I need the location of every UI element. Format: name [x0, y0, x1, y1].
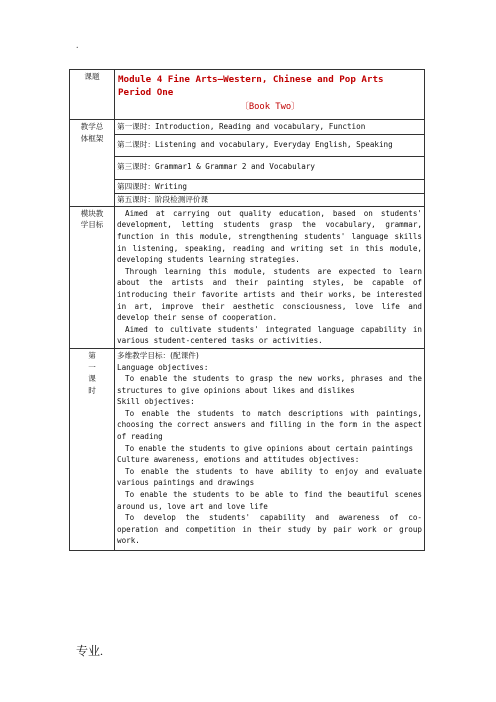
framework-row-2 [70, 134, 425, 157]
objective-line: To enable the students to match descriptions with paintings, choosing the correct answers and filling in the form in the aspect of reading [117, 408, 422, 442]
framework-row-3 [70, 157, 425, 180]
goal-paragraph-3: Aimed to cultivate students' integrated language capability in various student-centered tasks or activities. [117, 324, 422, 346]
period-one-heading: 多维教学目标：(配课件) [117, 350, 199, 360]
module-goals-label-text: 模块教学目标 [80, 208, 104, 230]
objective-line: Culture awareness, emotions and attitudes objectives: [117, 455, 360, 465]
topic-cell [115, 70, 425, 120]
lesson-3: 第三课时：Grammar1 & Grammar 2 and Vocabulary [115, 157, 425, 180]
book-subtitle: 〔Book Two〕 [240, 102, 300, 112]
module-goals-label [70, 206, 115, 348]
period-one-label-text: 第一课时 [88, 350, 96, 395]
period-one-row [70, 348, 425, 550]
topic-label: 课题 [70, 70, 115, 120]
goal-paragraph-2: Through learning this module, students are expected to learn about the artists and their painting styles, be capable of introducing their favorite artists and their works, be interested in art, improve their aesthetic consciousness, love life and develop their sense of cooperation. [117, 266, 422, 323]
objective-line: Skill objectives: [117, 397, 195, 407]
lesson-4: 第四课时：Writing [115, 179, 425, 193]
objective-line: Language objectives: [117, 362, 209, 372]
goal-paragraph-1: Aimed at carrying out quality education, based on students' development, letting students grasp the vocabulary, grammar, function in this module, strengthening students' language skills in listening, speaking, reading and writing set in this module, developing students learning strategies. [117, 208, 422, 265]
framework-row-5 [70, 193, 425, 206]
framework-label-text: 教学总体框架 [80, 122, 104, 143]
page-dot: . [76, 40, 79, 51]
module-goals-row [70, 206, 425, 348]
framework-row-1 [70, 120, 425, 135]
lesson-5: 第五课时：阶段检测评价课 [115, 193, 425, 206]
framework-row-4 [70, 179, 425, 193]
module-goals-cell [115, 206, 425, 348]
lesson-2: 第二课时：Listening and vocabulary, Everyday English, Speaking [115, 134, 425, 157]
objective-line: To enable the students to be able to find the beautiful scenes around us, love art and love life [117, 490, 422, 511]
lesson-plan-table [69, 69, 425, 551]
module-title: Module 4 Fine Arts—Western, Chinese and Pop Arts Period One [118, 74, 384, 98]
period-one-cell [115, 348, 425, 550]
period-one-label [70, 348, 115, 550]
topic-row [70, 70, 425, 120]
objective-line: To develop the students' capability and awareness of co-operation and competition in their study by pair work or group work. [117, 513, 422, 546]
page-footer: 专业. [76, 644, 104, 658]
objective-line: To enable the students to give opinions about certain paintings [125, 443, 414, 453]
objective-line: To enable the students to grasp the new works, phrases and the structures to give opinions about likes and dislikes [117, 374, 422, 395]
objective-line: To enable the students to have ability to enjoy and evaluate various paintings and drawings [117, 466, 422, 488]
framework-label [70, 120, 115, 207]
lesson-1: 第一课时：Introduction, Reading and vocabulary, Function [115, 120, 425, 135]
